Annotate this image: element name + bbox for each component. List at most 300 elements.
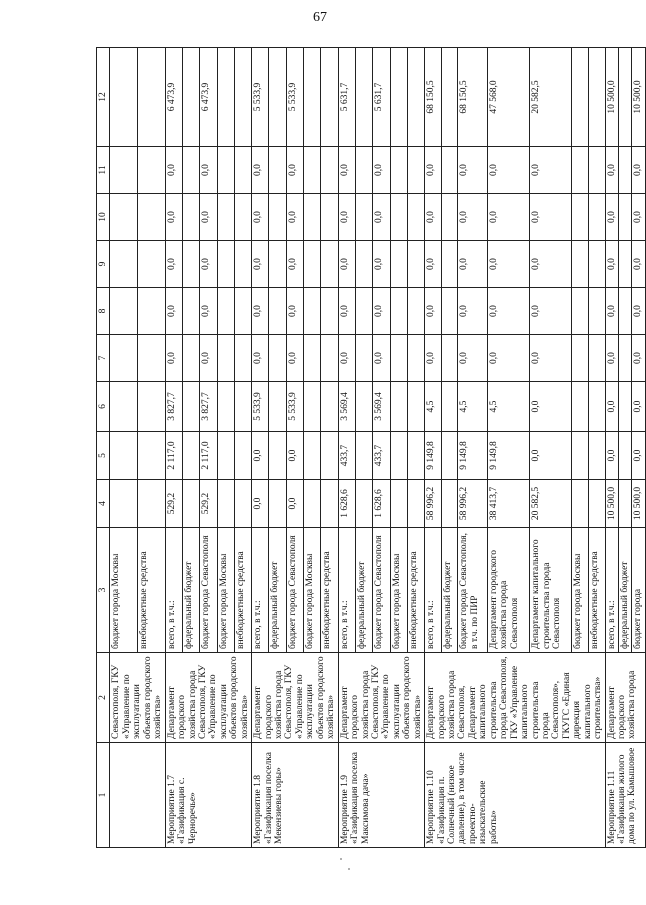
page-number: 67 (313, 10, 327, 25)
value-cell: 10 500,0 (632, 48, 645, 147)
value-cell (407, 432, 424, 480)
value-cell (217, 335, 234, 382)
value-cell: 0,0 (338, 147, 355, 194)
table-row (252, 48, 269, 848)
value-cell (304, 480, 321, 528)
value-cell: 1 628,6 (373, 480, 390, 528)
value-cell (269, 480, 286, 528)
value-cell: 0,0 (373, 288, 390, 335)
funding-source-cell: бюджет города Севастополя (200, 528, 217, 653)
value-cell (138, 194, 166, 241)
value-cell (110, 48, 138, 147)
value-cell (269, 194, 286, 241)
value-cell (619, 288, 632, 335)
funding-source-cell: бюджет города (632, 528, 645, 653)
value-cell: 0,0 (286, 480, 303, 528)
value-cell: 0,0 (425, 194, 442, 241)
value-cell: 58 996,2 (425, 480, 442, 528)
value-cell: 5 533,9 (252, 48, 269, 147)
value-cell (217, 382, 234, 432)
value-cell (441, 288, 458, 335)
value-cell (321, 147, 338, 194)
value-cell: 0,0 (373, 147, 390, 194)
column-header: 2 (97, 653, 110, 743)
funding-source-cell: всего, в т.ч.: (605, 528, 618, 653)
value-cell: 58 996,2 (458, 480, 487, 528)
value-cell: 0,0 (632, 382, 645, 432)
value-cell (321, 432, 338, 480)
value-cell: 0,0 (200, 194, 217, 241)
value-cell: 0,0 (605, 432, 618, 480)
value-cell: 0,0 (487, 288, 529, 335)
value-cell (110, 432, 138, 480)
value-cell (355, 194, 372, 241)
measure-title-cell (110, 743, 165, 848)
value-cell: 0,0 (487, 194, 529, 241)
value-cell (588, 382, 605, 432)
value-cell: 0,0 (530, 335, 572, 382)
value-cell: 0,0 (338, 288, 355, 335)
value-cell: 2 117,0 (165, 432, 182, 480)
value-cell: 0,0 (286, 335, 303, 382)
value-cell (110, 335, 138, 382)
value-cell (304, 288, 321, 335)
value-cell (110, 241, 138, 288)
value-cell: 0,0 (605, 241, 618, 288)
value-cell (441, 335, 458, 382)
value-cell: 0,0 (530, 288, 572, 335)
value-cell: 68 150,5 (425, 48, 442, 147)
column-header: 7 (97, 335, 110, 382)
measure-title-cell: Мероприятие 1.11 «Газификация жилого дома по ул. Камышовое (605, 743, 645, 848)
value-cell: 20 582,5 (530, 48, 572, 147)
value-cell (390, 335, 407, 382)
funding-source-cell: федеральный бюджет (269, 528, 286, 653)
value-cell: 4,5 (425, 382, 442, 432)
value-cell (269, 288, 286, 335)
value-cell: 529,2 (200, 480, 217, 528)
value-cell: 0,0 (165, 288, 182, 335)
value-cell (390, 288, 407, 335)
executor-cell: Департамент городского хозяйства города Севастополя, Департамент капитального строительства города Севастополя, ГКУ «Управление капитального строительства города Севастополя», ГКУГС «Единая дирекция капитального строительства» (425, 653, 605, 743)
value-cell (138, 432, 166, 480)
value-cell (269, 382, 286, 432)
value-cell (588, 194, 605, 241)
value-cell: 10 500,0 (605, 48, 618, 147)
value-cell: 0,0 (338, 335, 355, 382)
measure-title-cell: Мероприятие 1.10 «Газификация п. Солнечный (низкое давление), в том числе проектно-изыскательские работы» (425, 743, 605, 848)
value-cell (588, 241, 605, 288)
funding-source-cell: бюджет города Севастополя, в т.ч. по ПИР (458, 528, 487, 653)
value-cell (138, 335, 166, 382)
value-cell (619, 241, 632, 288)
funding-source-cell: федеральный бюджет (619, 528, 632, 653)
value-cell (217, 147, 234, 194)
table-row (605, 48, 618, 848)
value-cell (588, 147, 605, 194)
value-cell (390, 241, 407, 288)
value-cell: 0,0 (632, 241, 645, 288)
value-cell: 9 149,8 (458, 432, 487, 480)
value-cell (304, 194, 321, 241)
value-cell: 0,0 (530, 432, 572, 480)
value-cell: 0,0 (252, 288, 269, 335)
funding-source-cell: всего, в т.ч.: (252, 528, 269, 653)
value-cell (234, 288, 251, 335)
value-cell: 5 533,9 (286, 48, 303, 147)
funding-source-cell: всего, в т.ч.: (425, 528, 442, 653)
value-cell: 0,0 (252, 335, 269, 382)
value-cell: 10 500,0 (605, 480, 618, 528)
value-cell (182, 147, 199, 194)
value-cell (390, 382, 407, 432)
value-cell: 0,0 (605, 147, 618, 194)
value-cell: 0,0 (165, 335, 182, 382)
value-cell (407, 194, 424, 241)
value-cell (588, 48, 605, 147)
value-cell: 0,0 (252, 194, 269, 241)
funding-source-cell: бюджет города Севастополя (286, 528, 303, 653)
value-cell (234, 432, 251, 480)
funding-source-cell: внебюджетные средства (234, 528, 251, 653)
value-cell: 4,5 (487, 382, 529, 432)
value-cell (321, 335, 338, 382)
value-cell (619, 432, 632, 480)
value-cell (441, 147, 458, 194)
value-cell (588, 335, 605, 382)
value-cell (355, 288, 372, 335)
value-cell (619, 335, 632, 382)
executor-cell: Департамент городского хозяйства города Севастополя, ГКУ «Управление по эксплуатации объектов городского хозяйства» (338, 653, 425, 743)
value-cell: 0,0 (252, 241, 269, 288)
value-cell: 3 827,7 (165, 382, 182, 432)
value-cell (304, 432, 321, 480)
value-cell: 0,0 (286, 432, 303, 480)
value-cell (588, 480, 605, 528)
value-cell: 5 631,7 (338, 48, 355, 147)
value-cell (572, 194, 589, 241)
value-cell: 0,0 (605, 288, 618, 335)
value-cell (355, 432, 372, 480)
value-cell (269, 48, 286, 147)
value-cell: 0,0 (373, 241, 390, 288)
value-cell (355, 241, 372, 288)
value-cell: 0,0 (286, 147, 303, 194)
value-cell: 0,0 (487, 241, 529, 288)
value-cell (217, 48, 234, 147)
value-cell: 0,0 (373, 335, 390, 382)
value-cell: 9 149,8 (487, 432, 529, 480)
column-header: 6 (97, 382, 110, 432)
value-cell (138, 241, 166, 288)
value-cell (182, 432, 199, 480)
funding-source-cell: Департамент городского хозяйства города Севастополя (487, 528, 529, 653)
value-cell: 0,0 (632, 194, 645, 241)
value-cell (110, 382, 138, 432)
column-header: 12 (97, 48, 110, 147)
value-cell (182, 48, 199, 147)
value-cell: 0,0 (458, 335, 487, 382)
value-cell (138, 382, 166, 432)
value-cell: 0,0 (286, 194, 303, 241)
value-cell (407, 382, 424, 432)
value-cell (138, 480, 166, 528)
value-cell (441, 480, 458, 528)
value-cell (572, 147, 589, 194)
value-cell (269, 432, 286, 480)
value-cell: 0,0 (252, 480, 269, 528)
value-cell (304, 241, 321, 288)
value-cell (234, 335, 251, 382)
value-cell: 0,0 (605, 382, 618, 432)
funding-source-cell: всего, в т.ч.: (338, 528, 355, 653)
table-row (425, 48, 442, 848)
column-header: 10 (97, 194, 110, 241)
executor-cell: Департамент городского хозяйства города Севастополя, ГКУ «Управление по эксплуатации объектов городского хозяйства» (165, 653, 252, 743)
funding-source-cell: внебюджетные средства (407, 528, 424, 653)
value-cell: 0,0 (286, 288, 303, 335)
value-cell (182, 382, 199, 432)
value-cell (572, 480, 589, 528)
executor-cell: Севастополя, ГКУ «Управление по эксплуатации объектов городского хозяйства» (110, 653, 165, 743)
value-cell: 0,0 (487, 335, 529, 382)
value-cell (269, 241, 286, 288)
value-cell: 0,0 (487, 147, 529, 194)
value-cell: 0,0 (425, 241, 442, 288)
value-cell: 0,0 (458, 147, 487, 194)
funding-source-cell: внебюджетные средства (588, 528, 605, 653)
funding-source-cell: бюджет города Москвы (572, 528, 589, 653)
value-cell (441, 382, 458, 432)
value-cell (234, 480, 251, 528)
value-cell: 0,0 (530, 382, 572, 432)
funding-source-cell: всего, в т.ч.: (165, 528, 182, 653)
value-cell (321, 241, 338, 288)
value-cell (407, 288, 424, 335)
table-row (165, 48, 182, 848)
value-cell (572, 48, 589, 147)
value-cell: 0,0 (165, 147, 182, 194)
value-cell: 6 473,9 (200, 48, 217, 147)
value-cell (390, 147, 407, 194)
value-cell (619, 147, 632, 194)
value-cell (390, 432, 407, 480)
budget-table-area (96, 48, 644, 848)
funding-source-cell: бюджет города Москвы (217, 528, 234, 653)
value-cell: 0,0 (200, 241, 217, 288)
value-cell (321, 194, 338, 241)
value-cell: 5 631,7 (373, 48, 390, 147)
value-cell (138, 288, 166, 335)
value-cell: 38 413,7 (487, 480, 529, 528)
value-cell (217, 241, 234, 288)
scan-speck (340, 858, 342, 860)
value-cell (217, 288, 234, 335)
value-cell (572, 241, 589, 288)
value-cell (234, 194, 251, 241)
value-cell (234, 382, 251, 432)
executor-cell: Департамент городского хозяйства города Севастополя, ГКУ «Управление по эксплуатации объектов городского хозяйства» (252, 653, 339, 743)
value-cell (321, 288, 338, 335)
value-cell (619, 382, 632, 432)
value-cell (304, 335, 321, 382)
value-cell: 0,0 (632, 335, 645, 382)
funding-source-cell: федеральный бюджет (355, 528, 372, 653)
value-cell (217, 194, 234, 241)
value-cell (619, 48, 632, 147)
value-cell (441, 241, 458, 288)
value-cell: 0,0 (252, 432, 269, 480)
value-cell: 433,7 (373, 432, 390, 480)
value-cell (572, 382, 589, 432)
value-cell (619, 194, 632, 241)
value-cell: 0,0 (286, 241, 303, 288)
column-header: 1 (97, 743, 110, 848)
value-cell (588, 288, 605, 335)
value-cell: 20 582,5 (530, 480, 572, 528)
header-row (97, 48, 110, 848)
value-cell (390, 48, 407, 147)
value-cell (407, 48, 424, 147)
value-cell (355, 480, 372, 528)
value-cell (588, 432, 605, 480)
value-cell (182, 335, 199, 382)
value-cell: 0,0 (425, 335, 442, 382)
value-cell: 0,0 (632, 147, 645, 194)
value-cell: 0,0 (530, 194, 572, 241)
value-cell (619, 480, 632, 528)
value-cell (572, 432, 589, 480)
value-cell: 0,0 (605, 194, 618, 241)
value-cell: 4,5 (458, 382, 487, 432)
rotated-page-content (96, 48, 644, 848)
value-cell (182, 288, 199, 335)
column-header: 4 (97, 480, 110, 528)
value-cell: 529,2 (165, 480, 182, 528)
value-cell: 0,0 (632, 288, 645, 335)
value-cell: 0,0 (458, 288, 487, 335)
value-cell: 433,7 (338, 432, 355, 480)
value-cell (138, 147, 166, 194)
value-cell: 0,0 (632, 432, 645, 480)
value-cell (441, 48, 458, 147)
value-cell (572, 335, 589, 382)
value-cell: 1 628,6 (338, 480, 355, 528)
funding-source-cell: бюджет города Москвы (110, 528, 138, 653)
value-cell (441, 432, 458, 480)
value-cell: 0,0 (605, 335, 618, 382)
funding-source-cell: внебюджетные средства (321, 528, 338, 653)
value-cell: 0,0 (425, 147, 442, 194)
value-cell (110, 288, 138, 335)
value-cell (572, 288, 589, 335)
budget-table (96, 47, 646, 848)
value-cell: 5 533,9 (252, 382, 269, 432)
value-cell (304, 147, 321, 194)
value-cell: 10 500,0 (632, 480, 645, 528)
value-cell (234, 241, 251, 288)
value-cell (217, 480, 234, 528)
table-row (110, 48, 138, 848)
measure-title-cell: Мероприятие 1.9 «Газификация поселка Максимова дача» (338, 743, 425, 848)
value-cell (138, 48, 166, 147)
value-cell (407, 480, 424, 528)
funding-source-cell: бюджет города Севастополя (373, 528, 390, 653)
value-cell (321, 48, 338, 147)
column-header: 9 (97, 241, 110, 288)
value-cell: 0,0 (338, 194, 355, 241)
value-cell: 0,0 (165, 194, 182, 241)
value-cell (441, 194, 458, 241)
value-cell (304, 48, 321, 147)
value-cell (390, 194, 407, 241)
funding-source-cell: бюджет города Москвы (304, 528, 321, 653)
value-cell (407, 335, 424, 382)
value-cell: 0,0 (252, 147, 269, 194)
value-cell: 6 473,9 (165, 48, 182, 147)
value-cell (182, 194, 199, 241)
value-cell: 3 569,4 (373, 382, 390, 432)
value-cell: 0,0 (200, 147, 217, 194)
value-cell (110, 147, 138, 194)
value-cell (390, 480, 407, 528)
value-cell (269, 147, 286, 194)
value-cell: 0,0 (373, 194, 390, 241)
value-cell (407, 241, 424, 288)
column-header: 11 (97, 147, 110, 194)
value-cell (110, 194, 138, 241)
value-cell: 0,0 (530, 241, 572, 288)
value-cell: 0,0 (425, 288, 442, 335)
funding-source-cell: федеральный бюджет (441, 528, 458, 653)
value-cell (355, 382, 372, 432)
value-cell (355, 147, 372, 194)
executor-cell: Департамент городского хозяйства города (605, 653, 645, 743)
value-cell: 5 533,9 (286, 382, 303, 432)
table-row (338, 48, 355, 848)
value-cell: 0,0 (530, 147, 572, 194)
value-cell: 3 827,7 (200, 382, 217, 432)
value-cell: 3 569,4 (338, 382, 355, 432)
value-cell (217, 432, 234, 480)
value-cell (234, 48, 251, 147)
value-cell: 9 149,8 (425, 432, 442, 480)
value-cell (321, 480, 338, 528)
column-header: 3 (97, 528, 110, 653)
column-header: 8 (97, 288, 110, 335)
value-cell (355, 48, 372, 147)
value-cell (110, 480, 138, 528)
value-cell (321, 382, 338, 432)
value-cell: 0,0 (200, 288, 217, 335)
value-cell: 0,0 (458, 241, 487, 288)
value-cell (304, 382, 321, 432)
funding-source-cell: федеральный бюджет (182, 528, 199, 653)
funding-source-cell: Департамент капитального строительства города Севастополя (530, 528, 572, 653)
column-header: 5 (97, 432, 110, 480)
value-cell: 0,0 (338, 241, 355, 288)
value-cell: 68 150,5 (458, 48, 487, 147)
funding-source-cell: внебюджетные средства (138, 528, 166, 653)
value-cell (234, 147, 251, 194)
measure-title-cell: Мероприятие 1.8 «Газификация поселка Мекензиевы горы» (252, 743, 339, 848)
value-cell: 0,0 (458, 194, 487, 241)
value-cell (182, 480, 199, 528)
value-cell: 0,0 (200, 335, 217, 382)
scan-speck (348, 868, 350, 870)
value-cell: 2 117,0 (200, 432, 217, 480)
value-cell (355, 335, 372, 382)
